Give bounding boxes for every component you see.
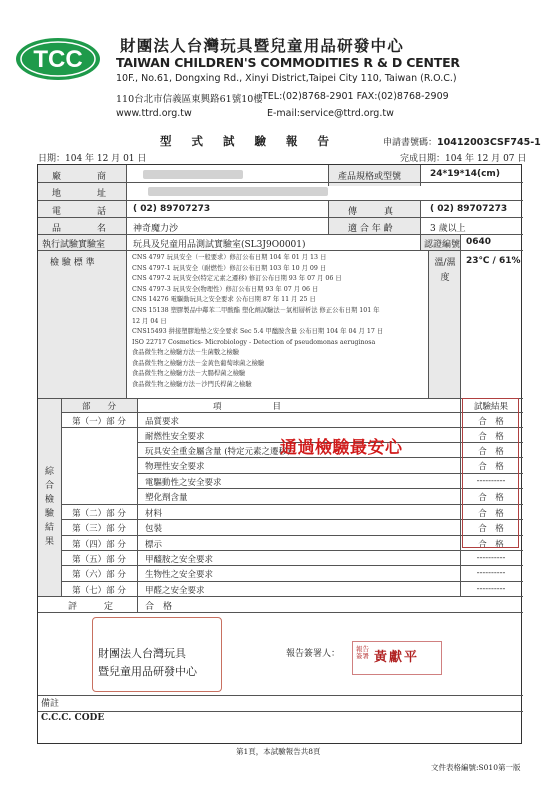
redacted-address	[148, 187, 328, 196]
standard-item: 食品微生物之檢驗方法－沙門氏桿菌之檢驗	[132, 380, 252, 388]
age-label: 適 合 年 齡	[348, 224, 393, 234]
address-zh: 110台北市信義區東興路61號10樓	[116, 94, 263, 105]
standard-item: CNS 4797-2 玩具安全(特定元素之遷移) 修訂公布日期 93 年 07 月 06 日	[132, 275, 342, 282]
standard-item: CNS15493 拼接塑膠地墊之安全要求 Sec 5.4 甲醯胺含量 公布日期 104 年 04 月 17 日	[132, 328, 384, 335]
report-title: 型式試驗報告	[160, 134, 349, 148]
fax-value: ( 02) 89707273	[430, 204, 508, 214]
result-item: 物理性安全要求	[145, 462, 205, 472]
result-value: ----------	[476, 553, 506, 563]
standard-label: 檢 驗 標 準	[50, 258, 95, 268]
result-value: 合 格	[478, 524, 504, 534]
remark-label: 備註	[41, 699, 60, 709]
standard-item: CNS 4797 玩具安全（一般要求）修訂公布日期 104 年 01 月 13 日	[132, 254, 327, 261]
product-name-value: 神奇魔力沙	[133, 224, 179, 234]
col-part-header: 部 分	[81, 402, 116, 412]
results-section-label: 綜合檢驗結果	[44, 467, 54, 547]
lab-value: 玩具及兒童用品測試實驗室(SL3J9O0001)	[133, 240, 306, 250]
application-number: 申請書號碼：10412003CSF745-1	[383, 137, 541, 148]
evaluation-label: 評 定	[68, 602, 114, 612]
org-name-zh: 財團法人台灣玩具暨兒童用品研發中心	[120, 36, 404, 55]
standard-item: CNS 4797-1 玩具安全（耐燃性）修訂公布日期 103 年 10 月 09 日	[132, 264, 327, 272]
result-highlight-box	[462, 398, 519, 548]
result-item: 玩具安全重金屬含量 (特定元素之遷移)	[145, 447, 291, 457]
result-value: 合 格	[478, 493, 504, 503]
signer-stamp-text: 報告簽署	[356, 645, 369, 660]
lab-label: 執行試驗實驗室	[42, 240, 106, 250]
redacted-manufacturer	[143, 170, 243, 179]
ccc-code-label: C.C.C. CODE	[41, 713, 105, 723]
product-name-label: 品 名	[52, 224, 107, 234]
result-item: 生物性之安全要求	[145, 570, 214, 580]
result-item: 標示	[145, 540, 163, 550]
cert-label: 認證編號	[424, 240, 461, 250]
result-part: 第（五）部 分	[72, 555, 126, 565]
standard-item: CNS 4797-3 玩具安全(物理性）修訂公布日期 93 年 07 月 06 日	[132, 285, 319, 293]
result-value: ----------	[476, 568, 506, 578]
page-info: 第1頁，本試驗報告共8頁	[236, 747, 321, 756]
result-item: 包裝	[145, 524, 163, 534]
standard-item: ISO 22717 Cosmetics- Microbiology - Detection of pseudomonas aeruginosa	[132, 338, 376, 346]
standard-item: 食品微生物之檢驗方法－生菌數之檢驗	[132, 349, 240, 356]
result-part: 第（二）部 分	[72, 509, 126, 519]
col-item-header: 項 目	[213, 402, 282, 412]
signer-label: 報告簽署人：	[286, 649, 341, 659]
standard-item: 12 月 04 日	[132, 317, 167, 325]
cert-value: 0640	[466, 237, 492, 247]
result-value: 合 格	[478, 417, 504, 427]
evaluation-value: 合 格	[145, 602, 173, 612]
tcc-logo	[14, 36, 102, 82]
result-item: 甲醯胺之安全要求	[145, 555, 214, 565]
result-value: 合 格	[478, 432, 504, 442]
fax-label: 傳 真	[348, 207, 394, 217]
org-name-en: TAIWAN CHILDREN'S COMMODITIES R & D CENTER	[116, 55, 460, 70]
result-item: 耐燃性安全要求	[145, 432, 205, 442]
result-item: 塑化劑含量	[145, 493, 188, 503]
standard-item: 食品微生物之檢驗方法－大腸桿菌之檢驗	[132, 370, 246, 377]
result-part: 第（七）部 分	[72, 586, 126, 596]
result-value: 合 格	[478, 447, 504, 457]
result-item: 甲醛之安全要求	[145, 586, 205, 596]
result-part: 第（四）部 分	[72, 540, 126, 550]
col-result-header: 試驗結果	[473, 402, 508, 412]
humidity-value: 23℃ / 61%	[466, 256, 521, 266]
form-number: 文件表格編號:S010第一版	[431, 763, 521, 772]
phone-fax: TEL:(02)8768-2901 FAX:(02)8768-2909	[262, 91, 449, 102]
result-item: 材料	[145, 509, 163, 519]
result-part: 第（六）部 分	[72, 570, 126, 580]
result-item: 品質要求	[145, 417, 180, 427]
result-part: 第（三）部 分	[72, 524, 126, 534]
age-value: 3 歲以上	[430, 224, 466, 234]
standard-item: CNS 15138 塑膠製品中鄰苯二甲酸酯 塑化劑試驗法－氣相層析法 修正公布日期 101 年	[132, 307, 380, 314]
address-label: 地 址	[52, 189, 107, 199]
standard-item: CNS 14276 電驅動玩具之安全要求 公布日期 87 年 11 月 25 日	[132, 296, 316, 303]
address-en: 10F., No.61, Dongxing Rd., Xinyi District,Taipei City 110, Taiwan (R.O.C.)	[116, 73, 457, 84]
result-item: 電驅動性之安全要求	[145, 478, 222, 488]
result-value: ----------	[476, 584, 506, 594]
result-value: 合 格	[478, 540, 504, 550]
report-date: 日期：104 年 12 月 01 日	[38, 154, 147, 164]
signer-name: 黃獻平	[374, 650, 420, 665]
result-part: 第（一）部 分	[72, 417, 126, 427]
standard-item: 食品微生物之檢驗方法－金黃色葡萄球菌之檢驗	[132, 359, 265, 367]
phone-label: 電 話	[52, 207, 107, 217]
svg-text:TCC: TCC	[33, 46, 83, 73]
humidity-label: 溫/濕度	[434, 258, 456, 283]
email: E-mail:service@ttrd.org.tw	[267, 108, 394, 119]
spec-value: 24*19*14(cm)	[430, 169, 500, 179]
spec-label: 產品規格或型號	[338, 172, 402, 182]
result-value: ----------	[476, 476, 506, 486]
result-value: 合 格	[478, 462, 504, 472]
manufacturer-label: 廠 商	[52, 172, 107, 182]
completion-date: 完成日期：104 年 12 月 07 日	[400, 154, 527, 164]
seal-text: 財團法人台灣玩具 暨兒童用品研發中心	[98, 647, 197, 678]
website: www.ttrd.org.tw	[116, 108, 192, 119]
phone-value: ( 02) 89707273	[133, 204, 211, 214]
result-value: 合 格	[478, 509, 504, 519]
slogan: 通過檢驗最安心	[280, 438, 403, 458]
